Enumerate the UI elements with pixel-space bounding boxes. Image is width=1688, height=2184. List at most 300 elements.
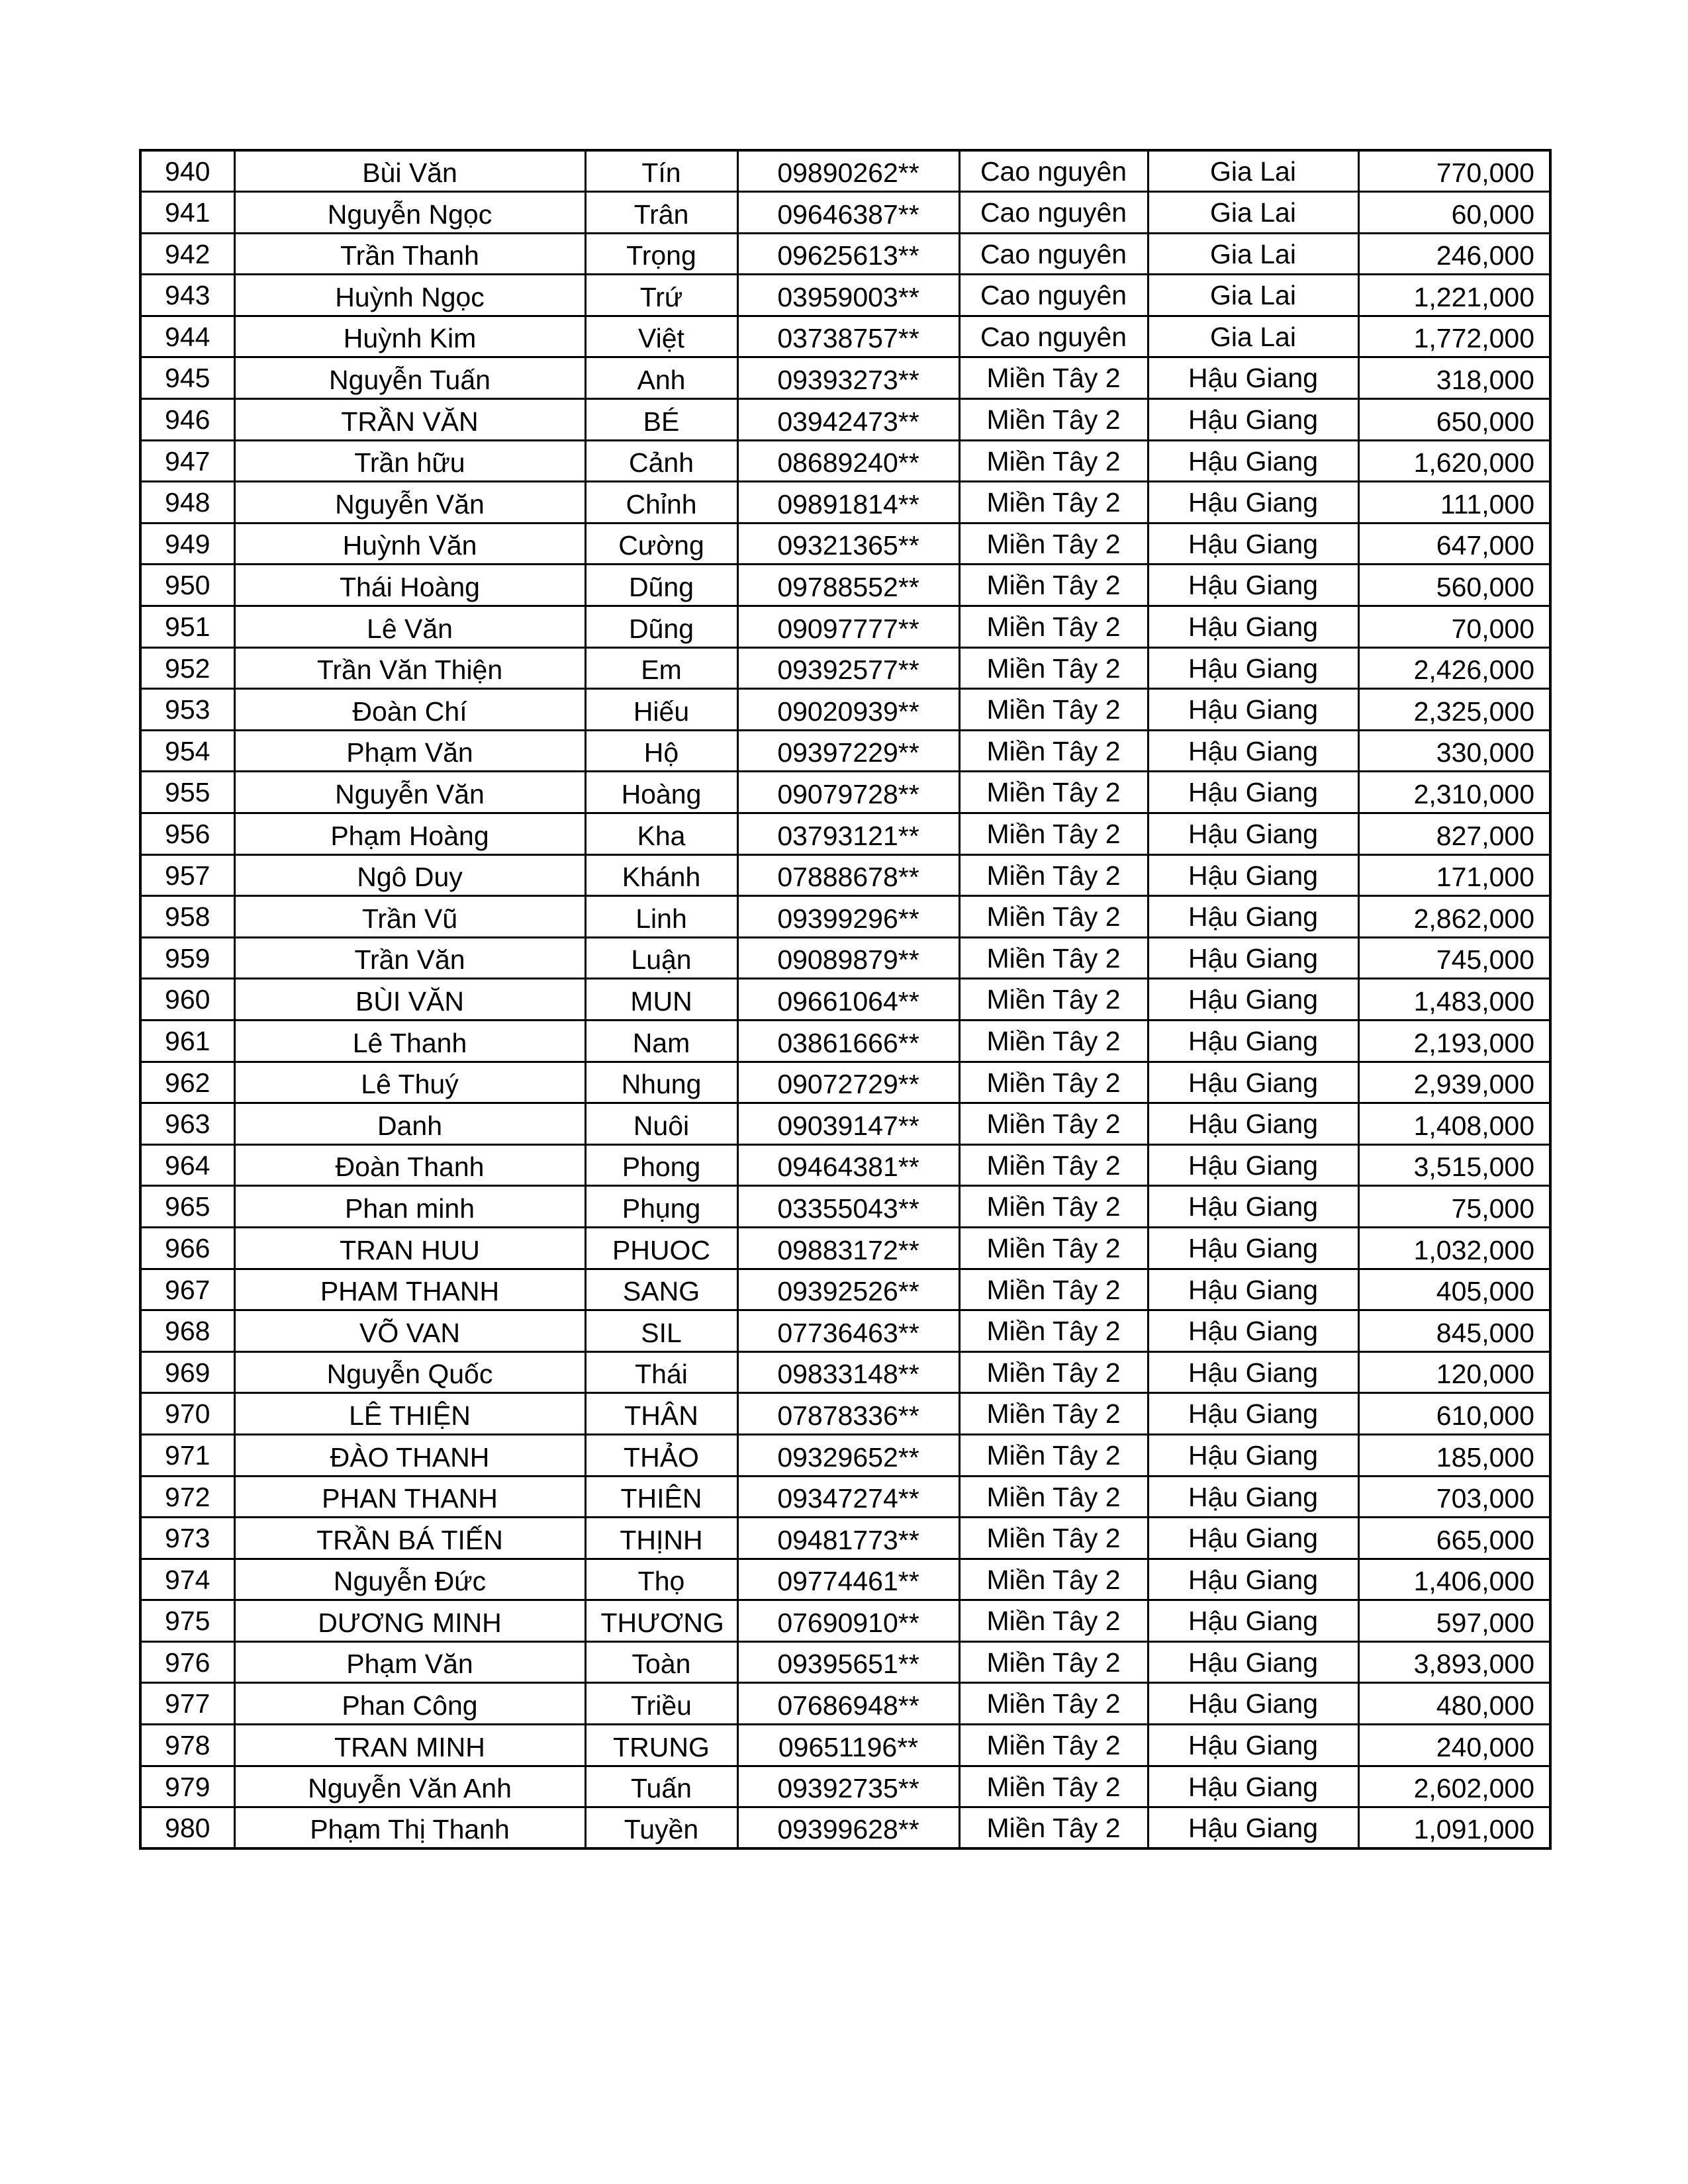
given-name-cell: THỊNH: [585, 1518, 737, 1559]
province-cell: Hậu Giang: [1148, 772, 1358, 813]
province-cell: Gia Lai: [1148, 316, 1358, 357]
row-number-cell: 976: [140, 1641, 234, 1683]
table-row: [140, 1600, 1550, 1642]
row-number-cell: 959: [140, 937, 234, 979]
amount-cell: 1,091,000: [1358, 1807, 1550, 1849]
row-number-cell: 964: [140, 1144, 234, 1186]
amount-cell: 770,000: [1358, 150, 1550, 192]
phone-number-cell: 09392526**: [737, 1269, 959, 1310]
phone-number-cell: 09079728**: [737, 772, 959, 813]
province-cell: Hậu Giang: [1148, 399, 1358, 441]
family-name-cell: Danh: [234, 1103, 585, 1145]
given-name-cell: Nuôi: [585, 1103, 737, 1145]
province-cell: Hậu Giang: [1148, 1103, 1358, 1145]
amount-cell: 1,772,000: [1358, 316, 1550, 357]
region-cell: Miền Tây 2: [959, 979, 1148, 1021]
amount-cell: 827,000: [1358, 813, 1550, 855]
family-name-cell: TRẦN VĂN: [234, 399, 585, 441]
phone-number-cell: 09890262**: [737, 150, 959, 192]
region-cell: Miền Tây 2: [959, 813, 1148, 855]
province-cell: Hậu Giang: [1148, 937, 1358, 979]
row-number-cell: 948: [140, 482, 234, 523]
family-name-cell: LÊ THIỆN: [234, 1393, 585, 1435]
province-cell: Hậu Giang: [1148, 1766, 1358, 1807]
amount-cell: 703,000: [1358, 1476, 1550, 1518]
family-name-cell: PHAN THANH: [234, 1476, 585, 1518]
family-name-cell: Trần Thanh: [234, 233, 585, 275]
province-cell: Hậu Giang: [1148, 1269, 1358, 1310]
table-row: [140, 316, 1550, 357]
given-name-cell: Trứ: [585, 275, 737, 316]
province-cell: Hậu Giang: [1148, 1807, 1358, 1849]
region-cell: Miền Tây 2: [959, 1144, 1148, 1186]
region-cell: Miền Tây 2: [959, 689, 1148, 731]
phone-number-cell: 03355043**: [737, 1186, 959, 1228]
family-name-cell: Nguyễn Quốc: [234, 1351, 585, 1393]
given-name-cell: Tín: [585, 150, 737, 192]
amount-cell: 171,000: [1358, 854, 1550, 896]
province-cell: Gia Lai: [1148, 150, 1358, 192]
region-cell: Miền Tây 2: [959, 730, 1148, 772]
table-row: [140, 1476, 1550, 1518]
family-name-cell: Lê Thuý: [234, 1062, 585, 1103]
table-row: [140, 192, 1550, 234]
phone-number-cell: 09625613**: [737, 233, 959, 275]
table-row: [140, 1641, 1550, 1683]
given-name-cell: Kha: [585, 813, 737, 855]
phone-number-cell: 09397229**: [737, 730, 959, 772]
table-row: [140, 1062, 1550, 1103]
region-cell: Miền Tây 2: [959, 1020, 1148, 1062]
phone-number-cell: 03861666**: [737, 1020, 959, 1062]
family-name-cell: Thái Hoàng: [234, 565, 585, 606]
given-name-cell: Việt: [585, 316, 737, 357]
province-cell: Gia Lai: [1148, 275, 1358, 316]
family-name-cell: Trần hữu: [234, 440, 585, 482]
family-name-cell: TRAN HUU: [234, 1227, 585, 1269]
region-cell: Miền Tây 2: [959, 1103, 1148, 1145]
table-row: [140, 523, 1550, 565]
table-row: [140, 689, 1550, 731]
province-cell: Hậu Giang: [1148, 1641, 1358, 1683]
region-cell: Miền Tây 2: [959, 1725, 1148, 1766]
region-cell: Cao nguyên: [959, 233, 1148, 275]
row-number-cell: 972: [140, 1476, 234, 1518]
row-number-cell: 977: [140, 1683, 234, 1725]
phone-number-cell: 09329652**: [737, 1434, 959, 1476]
row-number-cell: 965: [140, 1186, 234, 1228]
amount-cell: 2,310,000: [1358, 772, 1550, 813]
province-cell: Hậu Giang: [1148, 565, 1358, 606]
row-number-cell: 958: [140, 896, 234, 938]
province-cell: Hậu Giang: [1148, 896, 1358, 938]
family-name-cell: Huỳnh Ngọc: [234, 275, 585, 316]
given-name-cell: Nam: [585, 1020, 737, 1062]
given-name-cell: Khánh: [585, 854, 737, 896]
given-name-cell: Trân: [585, 192, 737, 234]
amount-cell: 318,000: [1358, 357, 1550, 399]
amount-cell: 2,602,000: [1358, 1766, 1550, 1807]
table-row: [140, 1351, 1550, 1393]
given-name-cell: Linh: [585, 896, 737, 938]
row-number-cell: 953: [140, 689, 234, 731]
amount-cell: 70,000: [1358, 606, 1550, 648]
region-cell: Miền Tây 2: [959, 399, 1148, 441]
province-cell: Hậu Giang: [1148, 1144, 1358, 1186]
phone-number-cell: 09072729**: [737, 1062, 959, 1103]
given-name-cell: Thọ: [585, 1559, 737, 1600]
given-name-cell: Trọng: [585, 233, 737, 275]
family-name-cell: Lê Thanh: [234, 1020, 585, 1062]
table-row: [140, 606, 1550, 648]
given-name-cell: MUN: [585, 979, 737, 1021]
amount-cell: 665,000: [1358, 1518, 1550, 1559]
amount-cell: 111,000: [1358, 482, 1550, 523]
given-name-cell: Hoàng: [585, 772, 737, 813]
table-row: [140, 357, 1550, 399]
row-number-cell: 963: [140, 1103, 234, 1145]
given-name-cell: SANG: [585, 1269, 737, 1310]
table-row: [140, 854, 1550, 896]
table-row: [140, 813, 1550, 855]
phone-number-cell: 03942473**: [737, 399, 959, 441]
province-cell: Hậu Giang: [1148, 1600, 1358, 1642]
family-name-cell: Phan Công: [234, 1683, 585, 1725]
phone-number-cell: 09393273**: [737, 357, 959, 399]
phone-number-cell: 09399296**: [737, 896, 959, 938]
family-name-cell: Nguyễn Văn Anh: [234, 1766, 585, 1807]
province-cell: Hậu Giang: [1148, 1062, 1358, 1103]
amount-cell: 2,862,000: [1358, 896, 1550, 938]
row-number-cell: 946: [140, 399, 234, 441]
given-name-cell: TRUNG: [585, 1725, 737, 1766]
family-name-cell: Nguyễn Ngọc: [234, 192, 585, 234]
row-number-cell: 957: [140, 854, 234, 896]
given-name-cell: Nhung: [585, 1062, 737, 1103]
given-name-cell: Tuyền: [585, 1807, 737, 1849]
table-row: [140, 1683, 1550, 1725]
given-name-cell: Phụng: [585, 1186, 737, 1228]
table-row: [140, 565, 1550, 606]
family-name-cell: TRẦN BÁ TIẾN: [234, 1518, 585, 1559]
region-cell: Miền Tây 2: [959, 937, 1148, 979]
row-number-cell: 966: [140, 1227, 234, 1269]
amount-cell: 480,000: [1358, 1683, 1550, 1725]
province-cell: Hậu Giang: [1148, 1020, 1358, 1062]
amount-cell: 1,408,000: [1358, 1103, 1550, 1145]
family-name-cell: Phạm Văn: [234, 730, 585, 772]
phone-number-cell: 09788552**: [737, 565, 959, 606]
phone-number-cell: 09089879**: [737, 937, 959, 979]
row-number-cell: 962: [140, 1062, 234, 1103]
region-cell: Miền Tây 2: [959, 565, 1148, 606]
phone-number-cell: 07690910**: [737, 1600, 959, 1642]
row-number-cell: 961: [140, 1020, 234, 1062]
row-number-cell: 952: [140, 647, 234, 689]
province-cell: Hậu Giang: [1148, 357, 1358, 399]
given-name-cell: BÉ: [585, 399, 737, 441]
row-number-cell: 949: [140, 523, 234, 565]
region-cell: Miền Tây 2: [959, 1351, 1148, 1393]
table-row: [140, 1434, 1550, 1476]
region-cell: Miền Tây 2: [959, 1559, 1148, 1600]
province-cell: Hậu Giang: [1148, 979, 1358, 1021]
data-table: [139, 149, 1552, 1850]
province-cell: Hậu Giang: [1148, 689, 1358, 731]
given-name-cell: THIÊN: [585, 1476, 737, 1518]
given-name-cell: Phong: [585, 1144, 737, 1186]
given-name-cell: Hộ: [585, 730, 737, 772]
amount-cell: 2,426,000: [1358, 647, 1550, 689]
amount-cell: 1,483,000: [1358, 979, 1550, 1021]
province-cell: Hậu Giang: [1148, 730, 1358, 772]
row-number-cell: 973: [140, 1518, 234, 1559]
region-cell: Miền Tây 2: [959, 896, 1148, 938]
row-number-cell: 960: [140, 979, 234, 1021]
province-cell: Hậu Giang: [1148, 1227, 1358, 1269]
table-row: [140, 1144, 1550, 1186]
region-cell: Miền Tây 2: [959, 357, 1148, 399]
amount-cell: 246,000: [1358, 233, 1550, 275]
given-name-cell: Tuấn: [585, 1766, 737, 1807]
region-cell: Miền Tây 2: [959, 1393, 1148, 1435]
table-row: [140, 150, 1550, 192]
phone-number-cell: 09039147**: [737, 1103, 959, 1145]
table-row: [140, 440, 1550, 482]
phone-number-cell: 09646387**: [737, 192, 959, 234]
row-number-cell: 951: [140, 606, 234, 648]
row-number-cell: 971: [140, 1434, 234, 1476]
table-row: [140, 1103, 1550, 1145]
region-cell: Miền Tây 2: [959, 1600, 1148, 1642]
province-cell: Hậu Giang: [1148, 440, 1358, 482]
amount-cell: 2,325,000: [1358, 689, 1550, 731]
region-cell: Miền Tây 2: [959, 440, 1148, 482]
phone-number-cell: 03959003**: [737, 275, 959, 316]
table-row: [140, 772, 1550, 813]
phone-number-cell: 09883172**: [737, 1227, 959, 1269]
row-number-cell: 978: [140, 1725, 234, 1766]
phone-number-cell: 09395651**: [737, 1641, 959, 1683]
phone-number-cell: 09661064**: [737, 979, 959, 1021]
given-name-cell: Thái: [585, 1351, 737, 1393]
given-name-cell: Cảnh: [585, 440, 737, 482]
table-row: [140, 1269, 1550, 1310]
given-name-cell: Em: [585, 647, 737, 689]
region-cell: Cao nguyên: [959, 275, 1148, 316]
phone-number-cell: 09020939**: [737, 689, 959, 731]
phone-number-cell: 09774461**: [737, 1559, 959, 1600]
table-row: [140, 1186, 1550, 1228]
province-cell: Hậu Giang: [1148, 1351, 1358, 1393]
phone-number-cell: 09347274**: [737, 1476, 959, 1518]
given-name-cell: Hiếu: [585, 689, 737, 731]
given-name-cell: Luận: [585, 937, 737, 979]
amount-cell: 597,000: [1358, 1600, 1550, 1642]
given-name-cell: Triều: [585, 1683, 737, 1725]
phone-number-cell: 09399628**: [737, 1807, 959, 1849]
row-number-cell: 979: [140, 1766, 234, 1807]
table-row: [140, 1807, 1550, 1849]
amount-cell: 330,000: [1358, 730, 1550, 772]
amount-cell: 2,939,000: [1358, 1062, 1550, 1103]
phone-number-cell: 09097777**: [737, 606, 959, 648]
row-number-cell: 956: [140, 813, 234, 855]
row-number-cell: 970: [140, 1393, 234, 1435]
family-name-cell: Trần Văn: [234, 937, 585, 979]
given-name-cell: Chỉnh: [585, 482, 737, 523]
row-number-cell: 968: [140, 1310, 234, 1352]
province-cell: Hậu Giang: [1148, 1310, 1358, 1352]
region-cell: Cao nguyên: [959, 192, 1148, 234]
amount-cell: 745,000: [1358, 937, 1550, 979]
province-cell: Gia Lai: [1148, 192, 1358, 234]
phone-number-cell: 09651196**: [737, 1725, 959, 1766]
given-name-cell: PHUOC: [585, 1227, 737, 1269]
row-number-cell: 944: [140, 316, 234, 357]
table-row: [140, 1020, 1550, 1062]
amount-cell: 1,221,000: [1358, 275, 1550, 316]
phone-number-cell: 03738757**: [737, 316, 959, 357]
region-cell: Miền Tây 2: [959, 523, 1148, 565]
family-name-cell: Bùi Văn: [234, 150, 585, 192]
amount-cell: 647,000: [1358, 523, 1550, 565]
province-cell: Hậu Giang: [1148, 1725, 1358, 1766]
region-cell: Miền Tây 2: [959, 482, 1148, 523]
region-cell: Miền Tây 2: [959, 854, 1148, 896]
region-cell: Miền Tây 2: [959, 1434, 1148, 1476]
region-cell: Miền Tây 2: [959, 1518, 1148, 1559]
province-cell: Hậu Giang: [1148, 523, 1358, 565]
province-cell: Gia Lai: [1148, 233, 1358, 275]
province-cell: Hậu Giang: [1148, 482, 1358, 523]
phone-number-cell: 09833148**: [737, 1351, 959, 1393]
amount-cell: 560,000: [1358, 565, 1550, 606]
family-name-cell: BÙI VĂN: [234, 979, 585, 1021]
family-name-cell: DƯƠNG MINH: [234, 1600, 585, 1642]
table-row: [140, 233, 1550, 275]
phone-number-cell: 08689240**: [737, 440, 959, 482]
amount-cell: 1,032,000: [1358, 1227, 1550, 1269]
phone-number-cell: 09481773**: [737, 1518, 959, 1559]
row-number-cell: 975: [140, 1600, 234, 1642]
given-name-cell: Toàn: [585, 1641, 737, 1683]
family-name-cell: Nguyễn Đức: [234, 1559, 585, 1600]
amount-cell: 610,000: [1358, 1393, 1550, 1435]
row-number-cell: 955: [140, 772, 234, 813]
family-name-cell: Phạm Thị Thanh: [234, 1807, 585, 1849]
family-name-cell: Phan minh: [234, 1186, 585, 1228]
phone-number-cell: 07888678**: [737, 854, 959, 896]
row-number-cell: 980: [140, 1807, 234, 1849]
family-name-cell: Ngô Duy: [234, 854, 585, 896]
amount-cell: 3,515,000: [1358, 1144, 1550, 1186]
table-row: [140, 1766, 1550, 1807]
province-cell: Hậu Giang: [1148, 1518, 1358, 1559]
phone-number-cell: 07736463**: [737, 1310, 959, 1352]
table-row: [140, 647, 1550, 689]
given-name-cell: THẢO: [585, 1434, 737, 1476]
region-cell: Miền Tây 2: [959, 606, 1148, 648]
amount-cell: 1,406,000: [1358, 1559, 1550, 1600]
table-row: [140, 1725, 1550, 1766]
region-cell: Miền Tây 2: [959, 1766, 1148, 1807]
phone-number-cell: 09392735**: [737, 1766, 959, 1807]
amount-cell: 1,620,000: [1358, 440, 1550, 482]
amount-cell: 185,000: [1358, 1434, 1550, 1476]
phone-number-cell: 03793121**: [737, 813, 959, 855]
family-name-cell: ĐÀO THANH: [234, 1434, 585, 1476]
province-cell: Hậu Giang: [1148, 1393, 1358, 1435]
family-name-cell: Trần Vũ: [234, 896, 585, 938]
region-cell: Miền Tây 2: [959, 1269, 1148, 1310]
row-number-cell: 947: [140, 440, 234, 482]
amount-cell: 405,000: [1358, 1269, 1550, 1310]
family-name-cell: Đoàn Chí: [234, 689, 585, 731]
table-row: [140, 275, 1550, 316]
table-row: [140, 730, 1550, 772]
phone-number-cell: 09464381**: [737, 1144, 959, 1186]
row-number-cell: 969: [140, 1351, 234, 1393]
province-cell: Hậu Giang: [1148, 606, 1358, 648]
family-name-cell: Lê Văn: [234, 606, 585, 648]
family-name-cell: Huỳnh Kim: [234, 316, 585, 357]
amount-cell: 60,000: [1358, 192, 1550, 234]
table-row: [140, 399, 1550, 441]
amount-cell: 3,893,000: [1358, 1641, 1550, 1683]
table-row: [140, 1393, 1550, 1435]
province-cell: Hậu Giang: [1148, 1683, 1358, 1725]
family-name-cell: VÕ VAN: [234, 1310, 585, 1352]
table-row: [140, 1518, 1550, 1559]
given-name-cell: THƯƠNG: [585, 1600, 737, 1642]
table-row: [140, 482, 1550, 523]
family-name-cell: Nguyễn Văn: [234, 772, 585, 813]
row-number-cell: 950: [140, 565, 234, 606]
phone-number-cell: 09392577**: [737, 647, 959, 689]
row-number-cell: 967: [140, 1269, 234, 1310]
family-name-cell: Trần Văn Thiện: [234, 647, 585, 689]
family-name-cell: Huỳnh Văn: [234, 523, 585, 565]
region-cell: Miền Tây 2: [959, 1310, 1148, 1352]
table-body: [140, 150, 1550, 1848]
given-name-cell: SIL: [585, 1310, 737, 1352]
region-cell: Miền Tây 2: [959, 1641, 1148, 1683]
row-number-cell: 940: [140, 150, 234, 192]
table-row: [140, 1559, 1550, 1600]
region-cell: Miền Tây 2: [959, 772, 1148, 813]
table-row: [140, 896, 1550, 938]
province-cell: Hậu Giang: [1148, 647, 1358, 689]
phone-number-cell: 07686948**: [737, 1683, 959, 1725]
region-cell: Cao nguyên: [959, 316, 1148, 357]
given-name-cell: Dũng: [585, 606, 737, 648]
province-cell: Hậu Giang: [1148, 1186, 1358, 1228]
region-cell: Miền Tây 2: [959, 1476, 1148, 1518]
row-number-cell: 974: [140, 1559, 234, 1600]
given-name-cell: Cường: [585, 523, 737, 565]
family-name-cell: Phạm Hoàng: [234, 813, 585, 855]
phone-number-cell: 09891814**: [737, 482, 959, 523]
province-cell: Hậu Giang: [1148, 813, 1358, 855]
table-row: [140, 937, 1550, 979]
row-number-cell: 942: [140, 233, 234, 275]
region-cell: Miền Tây 2: [959, 1227, 1148, 1269]
family-name-cell: Đoàn Thanh: [234, 1144, 585, 1186]
amount-cell: 2,193,000: [1358, 1020, 1550, 1062]
family-name-cell: Phạm Văn: [234, 1641, 585, 1683]
amount-cell: 650,000: [1358, 399, 1550, 441]
